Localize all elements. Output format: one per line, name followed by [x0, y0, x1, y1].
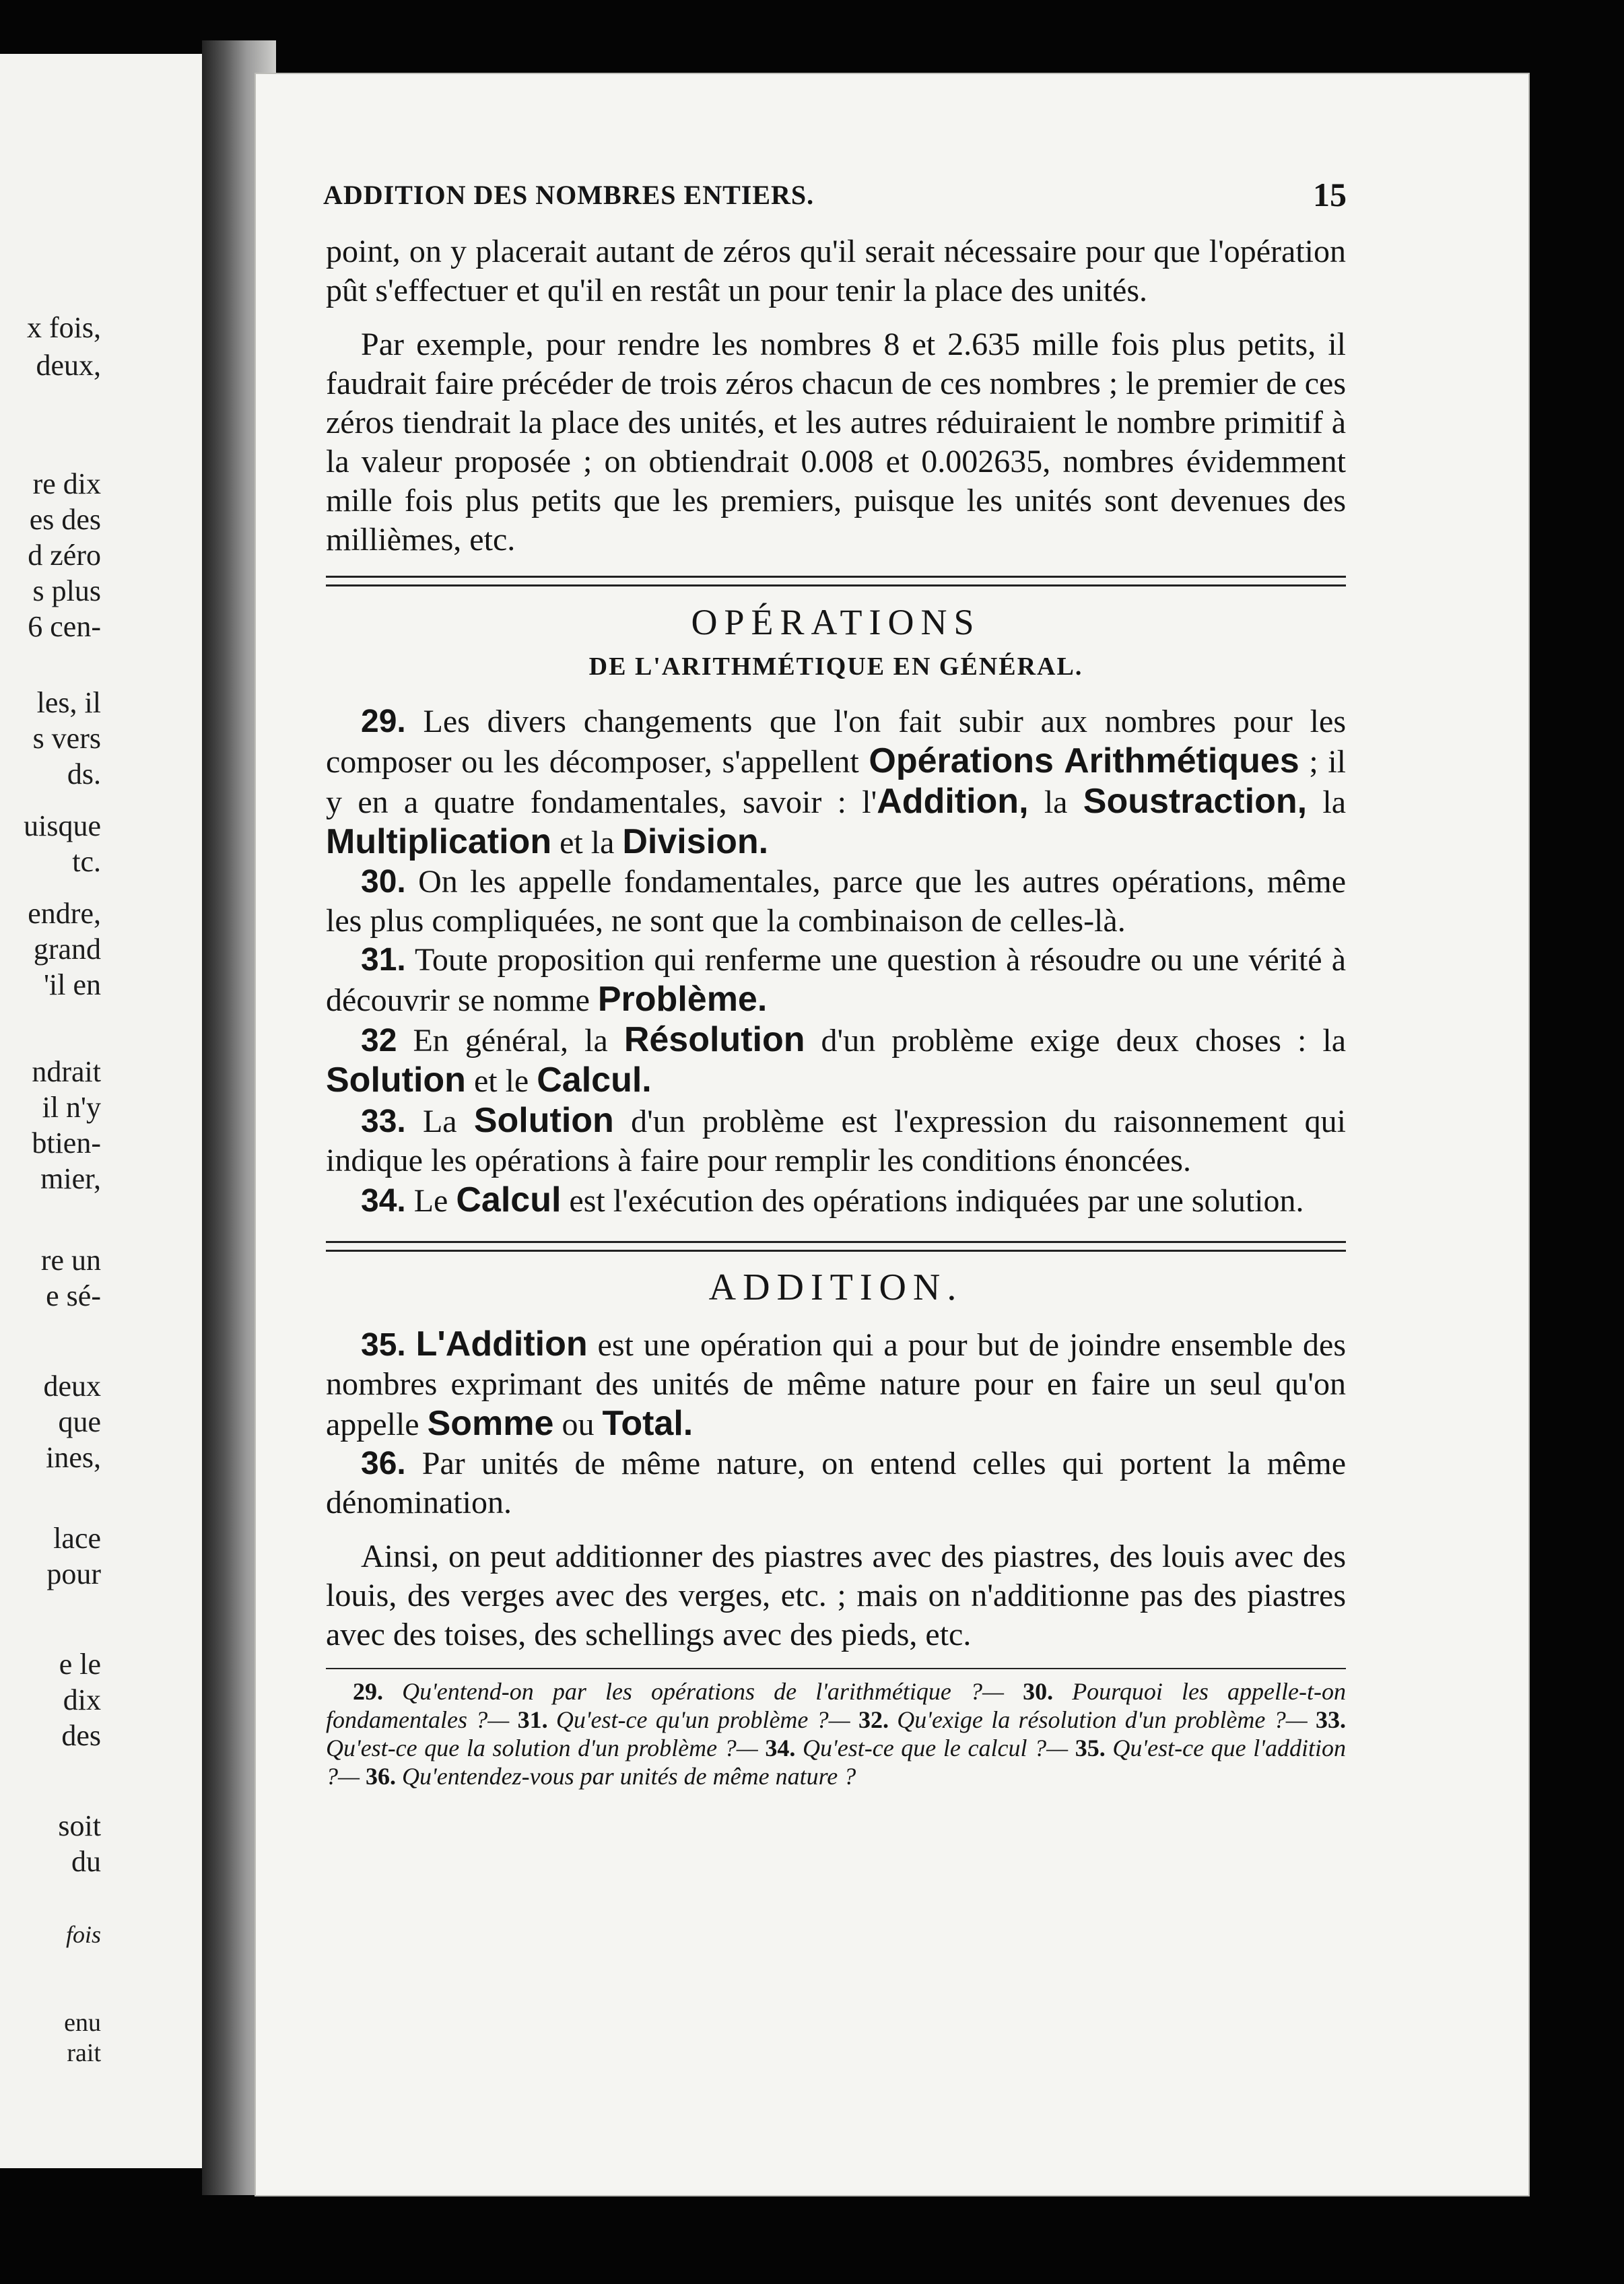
left-fragment: btien- — [32, 1127, 101, 1160]
left-fragment: 6 cen- — [28, 610, 101, 643]
left-fragment: s plus — [32, 574, 101, 607]
previous-page-fragment — [0, 54, 202, 2168]
left-fragment: deux — [43, 1370, 101, 1403]
footnote-number: 29. — [353, 1678, 383, 1705]
footnote-number: 30. — [1023, 1678, 1054, 1705]
footnote-number: 35. — [1075, 1735, 1106, 1761]
text: Toute proposition qui renferme une question à résoudre ou une vérité à découvrir se nomme — [326, 942, 1346, 1018]
section-heading-operations: OPÉRATIONS — [691, 602, 981, 642]
term-resolution: Résolution — [623, 1020, 805, 1059]
paragraph-number: 35. — [361, 1327, 406, 1363]
left-fragment: que — [58, 1405, 101, 1438]
text: d'un problème est l'expression du raisonnement qui indique les opérations à faire pour remplir les conditions énoncées. — [326, 1104, 1346, 1178]
paragraph-29 — [326, 702, 1346, 863]
footnote-rule — [326, 1668, 1346, 1669]
left-fragment: du — [71, 1845, 101, 1878]
left-fragment: tc. — [72, 845, 101, 878]
left-fragment: ds. — [67, 758, 101, 791]
footnote-question: Qu'exige la résolution d'un problème ?— — [888, 1706, 1316, 1733]
left-fragment: 'il en — [44, 968, 101, 1001]
text: et la — [551, 825, 623, 861]
footnote-question: Qu'est-ce que le calcul ?— — [795, 1735, 1075, 1761]
text: On les appelle fondamentales, parce que les autres opérations, même les plus compliquées, ne sont que la combinaison de celles-là. — [326, 864, 1346, 939]
footnote-question: Qu'est-ce qu'un problème ?— — [547, 1706, 858, 1733]
section-rule — [326, 576, 1346, 586]
footnote-question: Qu'est-ce que la solution d'un problème ?— — [326, 1735, 766, 1761]
paragraph-33 — [326, 1101, 1346, 1180]
paragraph-number: 34. — [361, 1183, 406, 1219]
paragraph-number: 29. — [361, 704, 406, 739]
text: En général, la — [397, 1023, 624, 1059]
left-fragment: grand — [33, 933, 101, 966]
term-total: Total. — [602, 1404, 693, 1443]
term-multiplication: Multiplication — [326, 822, 552, 861]
footnote-question: Qu'est-ce que l'addition ?— — [326, 1735, 1347, 1790]
term-probleme: Problème. — [597, 980, 768, 1019]
text: La — [405, 1104, 474, 1139]
text — [406, 1327, 416, 1363]
term-addition: Addition, — [877, 782, 1029, 821]
paragraph-number: 30. — [361, 864, 406, 900]
left-fragment: des — [61, 1719, 101, 1752]
left-fragment: s vers — [32, 722, 101, 755]
paragraph-number: 36. — [361, 1446, 406, 1481]
left-fragment: d zéro — [28, 539, 101, 572]
left-fragment: il n'y — [42, 1091, 101, 1124]
text: est une opération qui a pour but de joindre ensemble des nombres exprimant des unités de même nature pour en faire un seul qu'on appelle — [326, 1327, 1347, 1442]
left-fragment: soit — [58, 1809, 101, 1842]
left-fragment: x fois, — [27, 311, 101, 344]
text: Les divers changements que l'on fait subir aux nombres pour les composer ou les décomposer, s'appellent — [326, 704, 1346, 780]
running-head-title: ADDITION DES NOMBRES ENTIERS. — [323, 180, 815, 210]
text: d'un problème exige deux choses : la — [805, 1023, 1347, 1059]
section-subheading: DE L'ARITHMÉTIQUE EN GÉNÉRAL. — [588, 652, 1083, 681]
text: la — [1028, 784, 1083, 820]
paragraph-35 — [326, 1324, 1346, 1444]
text: est l'exécution des opérations indiquées par une solution. — [561, 1183, 1304, 1219]
paragraph-ainsi: Ainsi, on peut additionner des piastres avec des piastres, des louis avec des louis, des verges avec des verges, etc. ; mais on n'additionne pas des piastres avec des toises, des schellings avec des pieds, etc. — [326, 1539, 1346, 1652]
page-number: 15 — [1313, 176, 1347, 213]
paragraph-number: 32 — [361, 1023, 397, 1059]
text: Le — [405, 1183, 456, 1219]
text: ; il y en a quatre fondamentales, savoir : l' — [326, 744, 1347, 820]
left-fragment: uisque — [24, 809, 101, 842]
left-fragment: e le — [59, 1648, 101, 1681]
paragraph-31 — [326, 941, 1346, 1020]
term-somme: Somme — [427, 1404, 554, 1443]
left-fragment: es des — [29, 503, 101, 536]
paragraph-number: 33. — [361, 1104, 406, 1139]
paragraph-number: 31. — [361, 942, 406, 978]
term-solution: Solution — [326, 1061, 466, 1100]
footnote-number: 36. — [366, 1763, 397, 1790]
page-body — [326, 232, 1346, 1790]
left-fragment: e sé- — [46, 1279, 101, 1312]
left-fragment: re dix — [32, 467, 101, 500]
paragraph-30 — [326, 863, 1346, 941]
left-fragment: dix — [63, 1683, 101, 1716]
footnote-number: 33. — [1316, 1706, 1346, 1733]
left-fragment: ines, — [46, 1441, 101, 1474]
section-heading-addition: ADDITION. — [708, 1267, 963, 1308]
footnote-question: Qu'entend-on par les opérations de l'arithmétique ?— — [383, 1678, 1023, 1705]
paragraph-example: Par exemple, pour rendre les nombres 8 et 2.635 mille fois plus petits, il faudrait faire précéder de trois zéros chacun de ces nombres ; le premier de ces zéros tiendrait la place des unités, et les autres réduiraient le nombre primitif à la valeur proposée ; on obtiendrait 0.008 et 0.002635, nombres évidemment mille fois plus petits que les premiers, puisque les unités sont devenues des millièmes, etc. — [326, 327, 1346, 558]
left-fragment: re un — [40, 1244, 101, 1277]
term-soustraction: Soustraction, — [1083, 782, 1308, 821]
footnote-number: 31. — [517, 1706, 548, 1733]
left-fragment: lace — [53, 1522, 101, 1555]
term-calcul: Calcul. — [537, 1061, 652, 1100]
footnote-question: Qu'entendez-vous par unités de même nature ? — [396, 1763, 856, 1790]
left-fragment: mier, — [40, 1162, 101, 1195]
left-fragment: rait — [67, 2039, 101, 2067]
paragraph-continuation: point, on y placerait autant de zéros qu'il serait nécessaire pour que l'opération pût s'effectuer et qu'il en restât un pour tenir la place des unités. — [326, 234, 1346, 308]
footnote-number: 34. — [765, 1735, 796, 1761]
left-fragment: endre, — [28, 897, 101, 930]
footnote-number: 32. — [858, 1706, 889, 1733]
term-l-addition: L'Addition — [415, 1324, 588, 1364]
text: la — [1307, 784, 1346, 820]
paragraph-34 — [326, 1180, 1346, 1221]
text: Par unités de même nature, on entend celles qui portent la même dénomination. — [326, 1446, 1346, 1520]
footnote-questions — [326, 1677, 1346, 1790]
term-division: Division. — [622, 822, 769, 861]
footnote-question: Pourquoi les appelle-t-on fondamentales ?— — [326, 1678, 1346, 1733]
left-fragment: ndrait — [32, 1055, 101, 1088]
left-fragment: fois — [65, 1921, 101, 1948]
term-solution: Solution — [473, 1101, 614, 1140]
left-fragment: pour — [46, 1557, 101, 1590]
running-head — [323, 176, 1347, 226]
term-operations-arithmetiques: Opérations Arithmétiques — [869, 741, 1299, 780]
left-fragment: enu — [64, 2009, 101, 2037]
left-fragment: deux, — [36, 349, 101, 382]
text: ou — [553, 1407, 603, 1442]
term-calcul: Calcul — [456, 1180, 562, 1219]
text: et le — [465, 1063, 537, 1099]
section-rule — [326, 1241, 1346, 1252]
left-fragment: les, il — [36, 686, 101, 719]
paragraph-36 — [326, 1444, 1346, 1522]
paragraph-32 — [326, 1020, 1346, 1101]
